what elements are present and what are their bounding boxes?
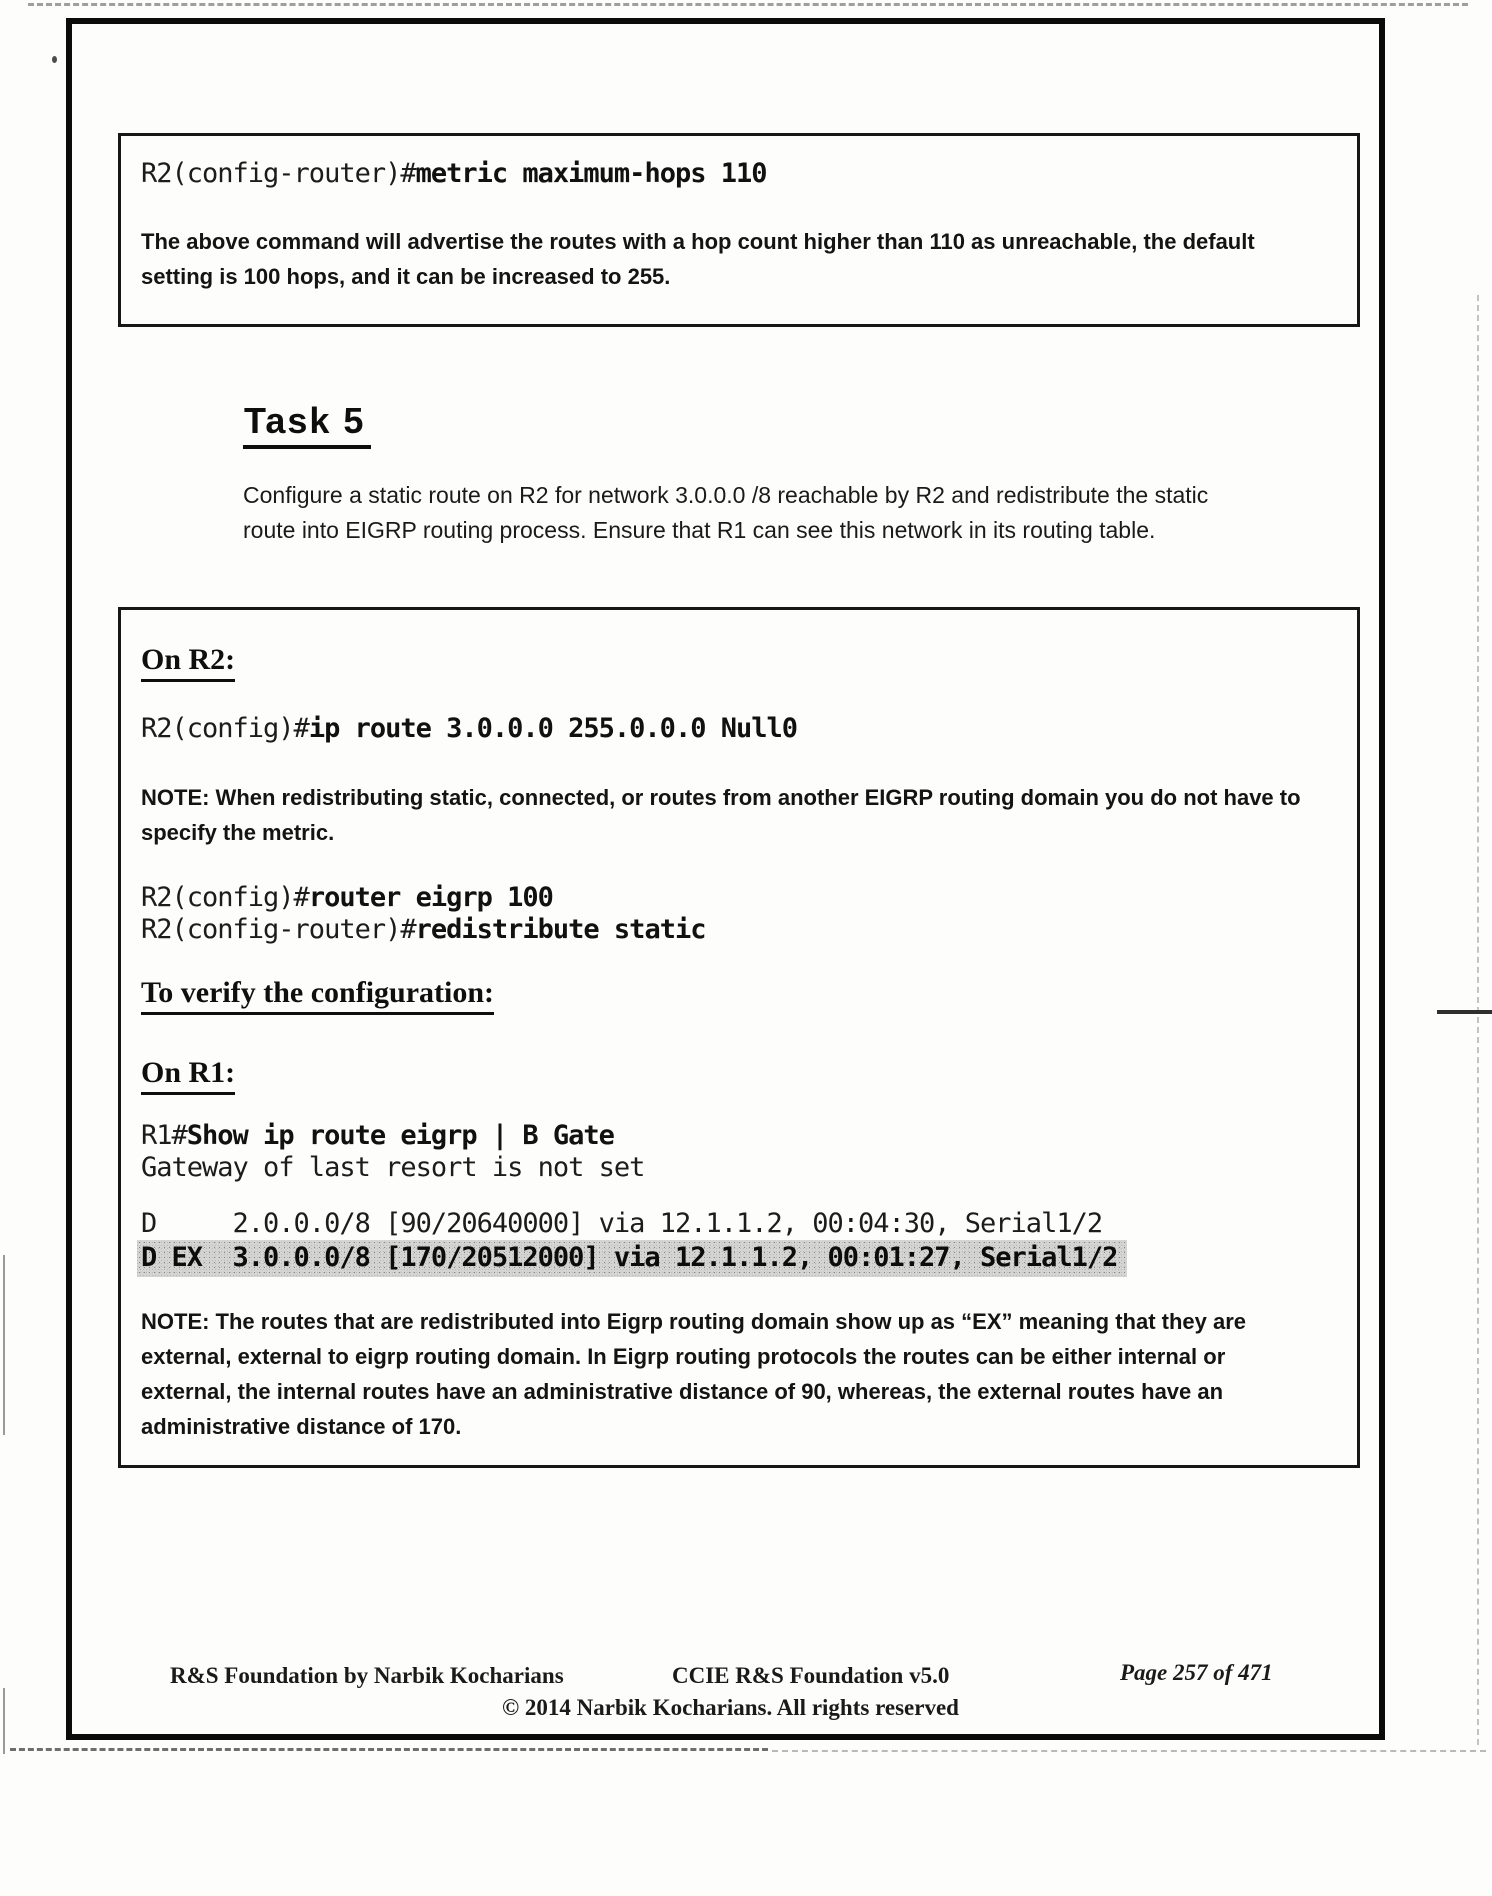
task-section [243,400,371,449]
scan-artifact-bottom-line [10,1748,768,1751]
route-entry-internal: D 2.0.0.0/8 [90/20640000] via 12.1.1.2, 00:04:30, Serial1/2 [141,1208,1103,1239]
cli-prompt: R2(config)# [141,713,309,744]
scan-artifact-dot [52,56,57,63]
note-external-routes-text: NOTE: The routes that are redistributed into Eigrp routing domain show up as “EX” meaning that they are external, external to eigrp routing domain. In Eigrp routing protocols the routes can be either internal or external, the internal routes have an administrative distance of 90, whereas, the external routes have an administrative distance of 170. [141,1309,1247,1439]
metric-explanation-text: The above command will advertise the routes with a hop count higher than 110 as unreachable, the default setting is 100 hops, and it can be increased to 255. [141,229,1255,289]
command-box-metric [118,133,1360,327]
cli-prompt: R2(config)# [141,882,309,913]
cli-prompt: R2(config-router)# [141,158,416,189]
cli-command: ip route 3.0.0.0 255.0.0.0 Null0 [308,713,797,744]
scan-artifact-right-line [1477,295,1479,1745]
scan-artifact-bottom-line-light [772,1750,1486,1752]
on-r1-heading: On R1: [141,1056,235,1095]
task-description: Configure a static route on R2 for network 3.0.0.0 /8 reachable by R2 and redistribute the static route into EIGRP routing process. Ensure that R1 can see this network in its routing table. [243,482,1209,543]
config-verification-box [118,607,1360,1468]
footer-book-title: R&S Foundation by Narbik Kocharians [170,1663,564,1688]
on-r2-heading: On R2: [141,643,235,682]
scan-artifact-right-dash [1437,1010,1492,1014]
cli-prompt: R1# [141,1120,187,1151]
cli-command: metric maximum-hops 110 [415,158,767,189]
scan-artifact-left-line-2 [3,1688,5,1754]
route-entry-external-highlighted: D EX 3.0.0.0/8 [170/20512000] via 12.1.1.2, 00:01:27, Serial1/2 [137,1240,1127,1277]
cli-command: redistribute static [415,914,706,945]
task-title: Task 5 [243,400,371,449]
scan-artifact-left-line [3,1255,5,1435]
on-r2-heading-wrap [141,643,235,682]
footer-copyright: © 2014 Narbik Kocharians. All rights reserved [502,1695,959,1720]
cli-line-ip-route [141,713,797,745]
on-r1-heading-wrap [141,1056,235,1095]
route-entry-external-wrap [141,1240,1127,1277]
verify-heading-wrap [141,976,494,1015]
scan-artifact-top-line [28,3,1468,6]
cli-line-router-eigrp [141,882,553,914]
cli-line-show-ip-route [141,1120,614,1152]
verify-heading: To verify the configuration: [141,976,494,1015]
cli-line-metric-max-hops [141,158,766,190]
cli-prompt: R2(config-router)# [141,914,416,945]
footer-page-number: Page 257 of 471 [1120,1660,1273,1685]
cli-command: Show ip route eigrp | B Gate [186,1120,614,1151]
cli-line-redistribute [141,914,705,946]
cli-command: router eigrp 100 [308,882,553,913]
cli-output-gateway: Gateway of last resort is not set [141,1152,645,1183]
note-metric-text: NOTE: When redistributing static, connected, or routes from another EIGRP routing domain you do not have to specify the metric. [141,785,1301,845]
footer-edition: CCIE R&S Foundation v5.0 [672,1663,950,1688]
